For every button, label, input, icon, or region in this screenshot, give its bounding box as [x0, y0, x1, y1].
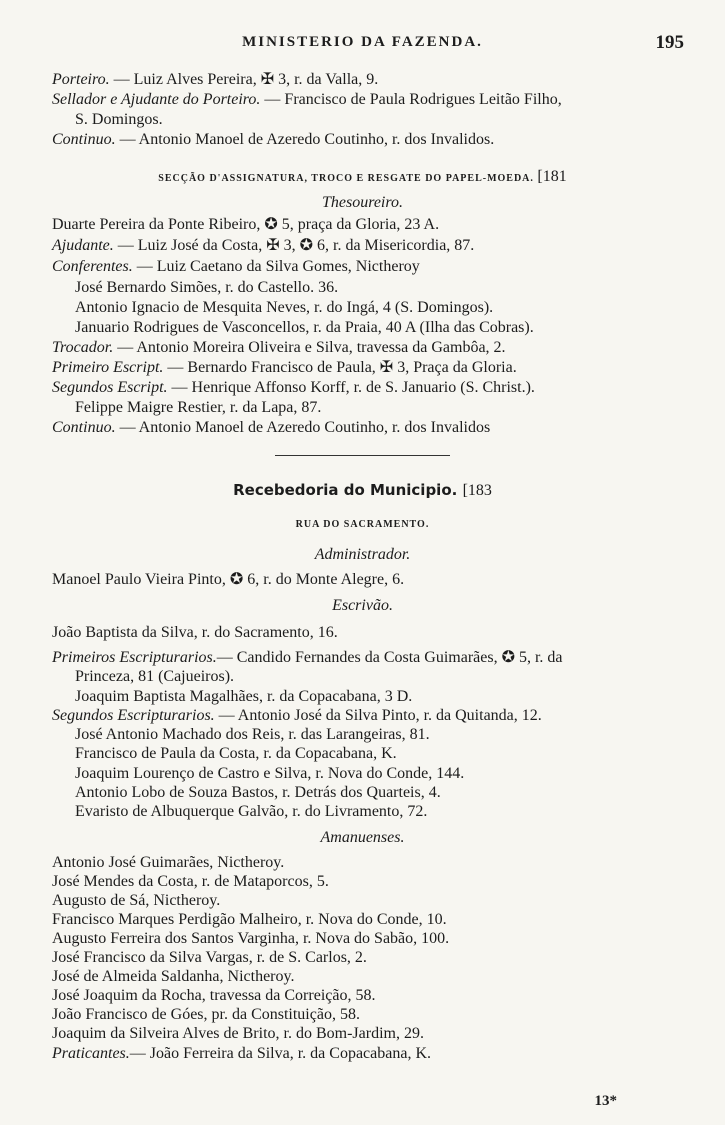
entry-line: Sellador e Ajudante do Porteiro. — Francisco de Paula Rodrigues Leitão Filho, — [52, 91, 562, 108]
page-header — [0, 34, 725, 56]
section-subheading: Amanuenses. — [320, 829, 405, 846]
entry-line: Primeiros Escripturarios.— Candido Fernandes da Costa Guimarães, ✪ 5, r. da — [52, 649, 563, 666]
entry-line: Antonio Lobo de Souza Bastos, r. Detrás dos Quarteis, 4. — [75, 784, 441, 801]
entry-line: Evaristo de Albuquerque Galvão, r. do Livramento, 72. — [75, 803, 428, 820]
section-subheading: Administrador. — [314, 546, 411, 563]
amanuense-line: José de Almeida Saldanha, Nictheroy. — [52, 968, 295, 985]
entry-line: Princeza, 81 (Cajueiros). — [75, 668, 235, 685]
entry-line: S. Domingos. — [75, 111, 163, 128]
amanuense-line: Joaquim da Silveira Alves de Brito, r. do Bom-Jardim, 29. — [52, 1025, 424, 1042]
entry-line: Continuo. — Antonio Manoel de Azeredo Coutinho, r. dos Invalidos. — [52, 131, 495, 148]
entry-line: Conferentes. — Luiz Caetano da Silva Gomes, Nictheroy — [52, 258, 420, 275]
page-number: 195 — [655, 32, 684, 53]
amanuense-line: João Francisco de Góes, pr. da Constituição, 58. — [52, 1006, 360, 1023]
entry-line: Manoel Paulo Vieira Pinto, ✪ 6, r. do Monte Alegre, 6. — [52, 571, 405, 588]
entry-line: Trocador. — Antonio Moreira Oliveira e Silva, travessa da Gambôa, 2. — [52, 339, 506, 356]
amanuense-line: Antonio José Guimarães, Nictheroy. — [52, 854, 285, 871]
entry-line: Continuo. — Antonio Manoel de Azeredo Coutinho, r. dos Invalidos — [52, 419, 491, 436]
entry-line: João Baptista da Silva, r. do Sacramento, 16. — [52, 624, 338, 641]
entry-line: Joaquim Baptista Magalhães, r. da Copacabana, 3 D. — [75, 688, 413, 705]
amanuense-line: José Francisco da Silva Vargas, r. de S. Carlos, 2. — [52, 949, 367, 966]
entry-line: Francisco de Paula da Costa, r. da Copacabana, K. — [75, 745, 397, 762]
entry-line: Felippe Maigre Restier, r. da Lapa, 87. — [75, 399, 322, 416]
amanuense-line: Francisco Marques Perdigão Malheiro, r. Nova do Conde, 10. — [52, 911, 447, 928]
entry-line: José Bernardo Simões, r. do Castello. 36. — [75, 279, 339, 296]
entry-line: Praticantes.— João Ferreira da Silva, r. da Copacabana, K. — [52, 1045, 431, 1062]
entry-line: Ajudante. — Luiz José da Costa, ✠ 3, ✪ 6, r. da Misericordia, 87. — [52, 237, 475, 254]
entry-line: José Antonio Machado dos Reis, r. das Larangeiras, 81. — [75, 726, 430, 743]
amanuense-line: José Joaquim da Rocha, travessa da Correição, 58. — [52, 987, 376, 1004]
amanuense-line: Augusto Ferreira dos Santos Varginha, r. Nova do Sabão, 100. — [52, 930, 450, 947]
amanuense-line: Augusto de Sá, Nictheroy. — [52, 892, 221, 909]
page-title: MINISTERIO DA FAZENDA. — [242, 34, 483, 50]
entry-line: Joaquim Lourenço de Castro e Silva, r. Nova do Conde, 144. — [75, 765, 465, 782]
entry-line: Duarte Pereira da Ponte Ribeiro, ✪ 5, praça da Gloria, 23 A. — [52, 216, 440, 233]
entry-line: Antonio Ignacio de Mesquita Neves, r. do Ingá, 4 (S. Domingos). — [75, 299, 494, 316]
entry-line: Januario Rodrigues de Vasconcellos, r. da Praia, 40 A (Ilha das Cobras). — [75, 319, 534, 336]
entry-line: Segundos Escript. — Henrique Affonso Korff, r. de S. Januario (S. Christ.). — [52, 379, 535, 396]
entry-line: Porteiro. — Luiz Alves Pereira, ✠ 3, r. da Valla, 9. — [52, 71, 379, 88]
section-subheading: Escrivão. — [332, 597, 393, 614]
section-divider — [275, 455, 450, 456]
section-heading: SECÇÃO D'ASSIGNATURA, TROCO E RESGATE DO PAPEL-MOEDA. [181 — [158, 168, 567, 185]
section-street: RUA DO SACRAMENTO. — [295, 519, 430, 530]
amanuense-line: José Mendes da Costa, r. de Mataporcos, 5. — [52, 873, 329, 890]
section-heading: Recebedoria do Municipio. [183 — [233, 481, 492, 499]
entry-line: Primeiro Escript. — Bernardo Francisco de Paula, ✠ 3, Praça da Gloria. — [52, 359, 517, 376]
entry-line: Segundos Escripturarios. — Antonio José da Silva Pinto, r. da Quitanda, 12. — [52, 707, 542, 724]
signature-mark: 13* — [594, 1093, 617, 1109]
section-subheading: Thesoureiro. — [321, 194, 404, 211]
